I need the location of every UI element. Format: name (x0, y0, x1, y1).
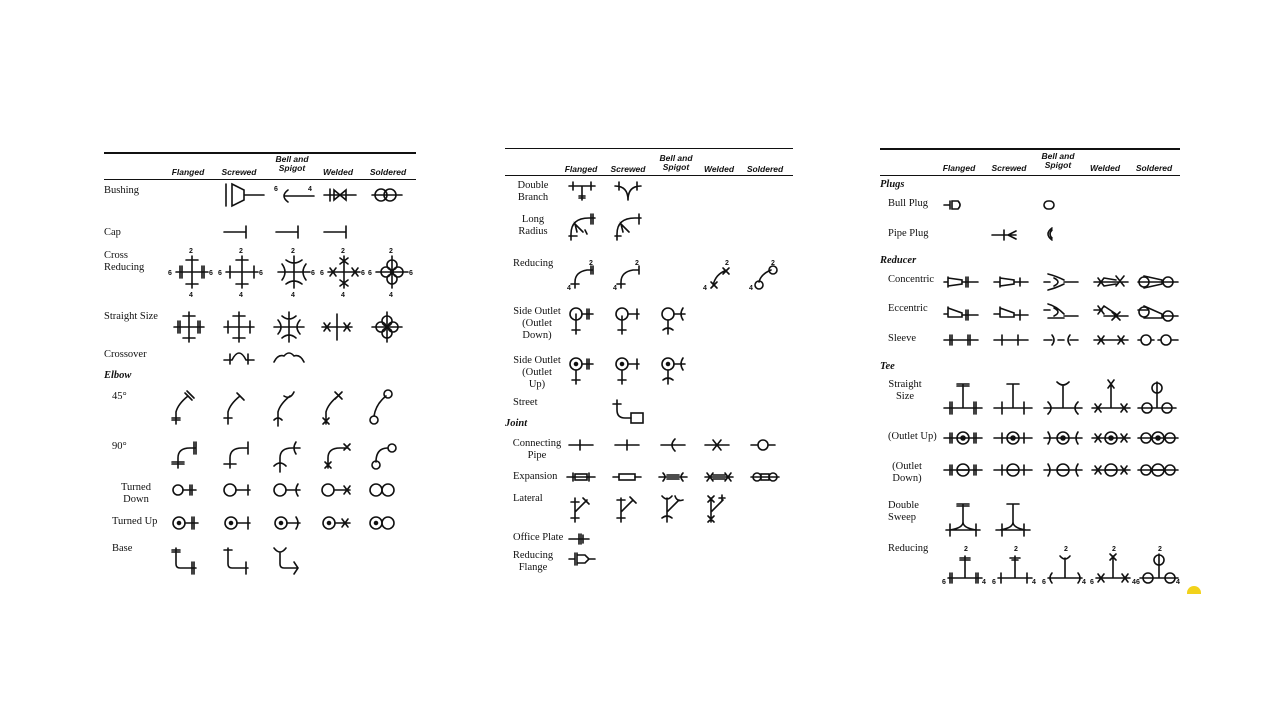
bushing-welded-symbol (322, 184, 358, 206)
row-label-expansion: Expansion (513, 471, 558, 482)
reducing-tee-flanged-symbol (942, 544, 988, 588)
elbow-90-soldered-symbol (368, 438, 402, 472)
double-branch-screwed-symbol (613, 180, 643, 202)
svg-text:4: 4 (389, 292, 393, 299)
col-header-flanged: Flanged (171, 167, 205, 177)
bull-plug-flanged-symbol (942, 198, 966, 212)
eccentric-screwed-symbol (992, 304, 1032, 320)
reducing-tee-welded-symbol (1090, 544, 1138, 588)
reducing-elbow-soldered-symbol (749, 258, 781, 292)
col-header-soldered: Soldered (1135, 163, 1173, 173)
tee-outlet-up-bell-spigot-symbol (1042, 430, 1084, 446)
turned-down-screwed-symbol (222, 482, 254, 498)
turned-down-flanged-symbol (170, 482, 200, 498)
reducing-elbow-welded-symbol (703, 258, 735, 292)
col-header-welded: Welded (322, 167, 354, 177)
reducing-tee-screwed-symbol (992, 544, 1038, 588)
row-label-reducing-flange: Reducing Flange (512, 550, 554, 573)
tee-outlet-up-screwed-symbol (992, 430, 1034, 446)
connecting-pipe-welded-symbol (703, 438, 731, 452)
svg-text:2: 2 (291, 248, 295, 255)
svg-text:6: 6 (1042, 579, 1046, 586)
row-label-turned-up: Turned Up (112, 516, 158, 527)
lateral-screwed-symbol (613, 494, 637, 524)
double-sweep-screwed-symbol (992, 498, 1034, 538)
col-header-screwed: Screwed (991, 163, 1027, 173)
col-header-bell-spigot: Bell and Spigot (659, 153, 693, 172)
expansion-flanged-symbol (565, 470, 597, 484)
svg-text:6: 6 (259, 270, 263, 277)
svg-text:6: 6 (274, 186, 278, 193)
side-outlet-up-flanged-symbol (567, 354, 597, 386)
row-label-bushing: Bushing (104, 185, 140, 196)
elbow-45-screwed-symbol (222, 388, 252, 428)
header-rule (505, 175, 793, 176)
tee-outlet-down-welded-symbol (1090, 462, 1132, 478)
side-outlet-down-screwed-symbol (613, 304, 643, 336)
cross-screwed-symbol (222, 310, 256, 344)
row-label-lateral: Lateral (513, 493, 543, 504)
tee-outlet-up-flanged-symbol (942, 430, 984, 446)
svg-text:2: 2 (964, 546, 968, 553)
elbow-90-welded-symbol (320, 438, 354, 472)
col-header-bell-spigot: Bell and Spigot (1041, 151, 1075, 170)
header-rule (880, 175, 1180, 176)
row-label-90: 90° (112, 441, 127, 452)
lateral-bell-spigot-symbol (659, 494, 683, 524)
svg-text:2: 2 (1014, 546, 1018, 553)
eccentric-soldered-symbol (1136, 302, 1180, 322)
col-header-welded: Welded (1089, 163, 1121, 173)
side-outlet-down-flanged-symbol (567, 304, 597, 336)
row-label-concentric: Concentric (888, 274, 935, 285)
elbow-90-flanged-symbol (170, 438, 204, 472)
connecting-pipe-soldered-symbol (749, 438, 777, 452)
crossover-bell-spigot-symbol (272, 346, 306, 366)
eccentric-welded-symbol (1092, 302, 1132, 322)
turned-down-soldered-symbol (368, 482, 398, 498)
base-flanged-symbol (170, 544, 202, 574)
svg-text:4: 4 (189, 292, 193, 299)
concentric-flanged-symbol (942, 274, 982, 290)
expansion-screwed-symbol (611, 470, 643, 484)
expansion-bell-spigot-symbol (657, 470, 689, 484)
connecting-pipe-screwed-symbol (613, 438, 641, 452)
sleeve-screwed-symbol (992, 332, 1032, 348)
expansion-soldered-symbol (749, 470, 781, 484)
cross-flanged-symbol (172, 310, 206, 344)
svg-text:2: 2 (771, 260, 775, 267)
row-label-bull-plug: Bull Plug (888, 198, 928, 209)
svg-text:4: 4 (1032, 579, 1036, 586)
svg-text:4: 4 (1082, 579, 1086, 586)
turned-down-welded-symbol (320, 482, 354, 498)
cross-soldered-symbol (370, 310, 404, 344)
connecting-pipe-flanged-symbol (567, 438, 595, 452)
bushing-bell-spigot-symbol (274, 184, 318, 208)
elbow-90-screwed-symbol (222, 438, 256, 472)
long-radius-flanged-symbol (567, 212, 599, 244)
row-label-outlet-up: (Outlet Up) (888, 431, 937, 442)
turned-up-screwed-symbol (222, 514, 254, 532)
side-outlet-up-screwed-symbol (613, 354, 643, 386)
col-header-welded: Welded (703, 164, 735, 174)
svg-text:4: 4 (703, 285, 707, 292)
cross-reducing-text: Cross Reducing (104, 250, 145, 273)
cross-welded-symbol (320, 310, 354, 344)
cross-reducing-welded-symbol (320, 246, 368, 298)
row-label-long-radius: Long Radius (518, 214, 548, 237)
turned-up-soldered-symbol (368, 514, 398, 532)
panel-2-fittings (505, 148, 793, 578)
yellow-marker (1187, 586, 1201, 594)
base-bell-spigot-symbol (272, 544, 304, 574)
row-label-45: 45° (112, 391, 127, 402)
svg-text:6: 6 (311, 270, 315, 277)
svg-text:4: 4 (567, 285, 571, 292)
tee-screwed-symbol (992, 378, 1034, 418)
col-header-soldered: Soldered (746, 164, 784, 174)
cap-screwed-symbol (222, 224, 250, 240)
top-rule (505, 148, 793, 149)
tee-outlet-up-soldered-symbol (1136, 430, 1180, 446)
col-header-flanged: Flanged (564, 164, 598, 174)
turned-down-bell-spigot-symbol (272, 482, 304, 498)
svg-text:6: 6 (1136, 579, 1140, 586)
svg-text:2: 2 (635, 260, 639, 267)
cross-reducing-screwed-symbol (218, 246, 266, 298)
panel-1-fittings (104, 148, 416, 578)
svg-text:4: 4 (982, 579, 986, 586)
top-rule (104, 152, 416, 154)
reducing-flange-flanged-symbol (567, 550, 597, 568)
svg-text:2: 2 (589, 260, 593, 267)
cap-bell-spigot-symbol (274, 224, 302, 240)
svg-text:2: 2 (1112, 546, 1116, 553)
svg-text:4: 4 (239, 292, 243, 299)
svg-text:2: 2 (725, 260, 729, 267)
svg-text:4: 4 (749, 285, 753, 292)
reducing-tee-soldered-symbol (1136, 544, 1182, 588)
svg-text:2: 2 (389, 248, 393, 255)
lateral-flanged-symbol (567, 494, 591, 524)
row-label-pipe-plug: Pipe Plug (888, 228, 929, 239)
svg-text:6: 6 (368, 270, 372, 277)
svg-text:2: 2 (1158, 546, 1162, 553)
cap-welded-symbol (322, 224, 350, 240)
double-branch-flanged-symbol (567, 180, 597, 202)
elbow-45-bell-spigot-symbol (272, 388, 302, 428)
row-label-side-outlet-up: Side Outlet (Outlet Up) (513, 355, 561, 390)
concentric-bell-spigot-symbol (1042, 272, 1082, 292)
svg-text:6: 6 (218, 270, 222, 277)
tee-outlet-up-welded-symbol (1090, 430, 1132, 446)
col-header-screwed: Screwed (221, 167, 257, 177)
reducing-elbow-flanged-symbol (567, 258, 599, 292)
svg-text:4: 4 (1132, 579, 1136, 586)
svg-text:6: 6 (942, 579, 946, 586)
turned-up-welded-symbol (320, 514, 354, 532)
svg-text:6: 6 (361, 270, 365, 277)
reducing-tee-bell-spigot-symbol (1042, 544, 1088, 588)
cross-reducing-flanged-symbol (168, 246, 216, 298)
pipe-plug-screwed-symbol (990, 228, 1020, 242)
svg-text:4: 4 (291, 292, 295, 299)
top-rule (880, 148, 1180, 150)
bushing-soldered-symbol (370, 184, 404, 206)
bushing-screwed-symbol (220, 180, 266, 210)
base-screwed-symbol (222, 544, 254, 574)
svg-text:6: 6 (409, 270, 413, 277)
row-label-double-sweep: Double Sweep (888, 500, 919, 523)
col-header-bell-spigot: Bell and Spigot (275, 154, 309, 173)
cross-reducing-soldered-symbol (368, 246, 416, 298)
row-label-street: Street (513, 397, 538, 408)
connecting-pipe-bell-spigot-symbol (659, 438, 687, 452)
tee-bell-spigot-symbol (1042, 378, 1084, 418)
reducing-elbow-screwed-symbol (613, 258, 645, 292)
col-header-screwed: Screwed (610, 164, 646, 174)
tee-outlet-down-flanged-symbol (942, 462, 984, 478)
row-label-reducing-tee: Reducing (888, 543, 929, 554)
long-radius-screwed-symbol (613, 212, 645, 244)
pipe-plug-bell-spigot-symbol (1040, 226, 1060, 242)
row-label-eccentric: Eccentric (888, 303, 928, 314)
section-joint: Joint (505, 418, 528, 429)
crossover-screwed-symbol (222, 346, 256, 366)
row-label-straight-size: Straight Size (104, 311, 158, 322)
svg-text:6: 6 (168, 270, 172, 277)
cross-reducing-bell-spigot-symbol (270, 246, 318, 298)
svg-text:4: 4 (341, 292, 345, 299)
svg-text:4: 4 (613, 285, 617, 292)
section-plugs: Plugs (880, 179, 905, 190)
street-elbow-screwed-symbol (611, 398, 645, 426)
sleeve-flanged-symbol (942, 332, 982, 348)
concentric-welded-symbol (1092, 272, 1132, 292)
elbow-45-flanged-symbol (170, 388, 200, 428)
sleeve-welded-symbol (1092, 332, 1132, 348)
row-label-base: Base (112, 543, 133, 554)
row-label-cross-reducing (104, 250, 164, 274)
turned-up-flanged-symbol (170, 514, 202, 532)
tee-soldered-symbol (1136, 378, 1178, 418)
svg-text:2: 2 (341, 248, 345, 255)
row-label-connecting-pipe: Connecting Pipe (512, 438, 562, 461)
sleeve-soldered-symbol (1136, 332, 1180, 348)
section-elbow: Elbow (104, 370, 132, 381)
row-label-office-plate: Office Plate (513, 532, 564, 543)
row-label-side-outlet-down: Side Outlet (Outlet Down) (513, 306, 561, 341)
col-header-flanged: Flanged (942, 163, 976, 173)
concentric-screwed-symbol (992, 274, 1032, 290)
tee-outlet-down-screwed-symbol (992, 462, 1034, 478)
row-label-turned-down: Turned Down (121, 482, 151, 505)
elbow-90-bell-spigot-symbol (272, 438, 306, 472)
row-label-cap: Cap (104, 227, 121, 238)
eccentric-flanged-symbol (942, 304, 982, 320)
sleeve-bell-spigot-symbol (1042, 332, 1082, 348)
row-label-straight-size: Straight Size (888, 379, 922, 402)
tee-welded-symbol (1090, 378, 1132, 418)
row-label-double-branch: Double Branch (517, 180, 549, 203)
side-outlet-down-bell-spigot-symbol (659, 304, 689, 336)
row-label-outlet-down: (Outlet Down) (892, 461, 922, 484)
svg-text:2: 2 (189, 248, 193, 255)
col-header-soldered: Soldered (369, 167, 407, 177)
svg-text:6: 6 (320, 270, 324, 277)
svg-text:2: 2 (1064, 546, 1068, 553)
side-outlet-up-bell-spigot-symbol (659, 354, 689, 386)
tee-outlet-down-bell-spigot-symbol (1042, 462, 1084, 478)
tee-outlet-down-soldered-symbol (1136, 462, 1180, 478)
turned-up-bell-spigot-symbol (272, 514, 304, 532)
svg-text:4: 4 (1176, 579, 1180, 586)
tee-flanged-symbol (942, 378, 984, 418)
elbow-45-soldered-symbol (368, 388, 398, 428)
row-label-reducing: Reducing (513, 258, 554, 269)
concentric-soldered-symbol (1136, 272, 1180, 292)
section-tee: Tee (880, 361, 895, 372)
eccentric-bell-spigot-symbol (1042, 302, 1082, 322)
svg-text:6: 6 (992, 579, 996, 586)
office-plate-flanged-symbol (567, 532, 593, 546)
elbow-45-welded-symbol (320, 388, 350, 428)
svg-text:4: 4 (308, 186, 312, 193)
row-label-crossover: Crossover (104, 349, 147, 360)
panel-3-fittings (880, 148, 1180, 588)
svg-text:2: 2 (239, 248, 243, 255)
double-sweep-flanged-symbol (942, 498, 984, 538)
bull-plug-bell-spigot-symbol (1040, 198, 1060, 212)
section-reducer: Reducer (880, 255, 917, 266)
lateral-welded-symbol (703, 494, 727, 524)
svg-text:6: 6 (209, 270, 213, 277)
svg-text:6: 6 (1090, 579, 1094, 586)
row-label-sleeve: Sleeve (888, 333, 916, 344)
cross-bell-spigot-symbol (272, 310, 306, 344)
expansion-welded-symbol (703, 470, 735, 484)
